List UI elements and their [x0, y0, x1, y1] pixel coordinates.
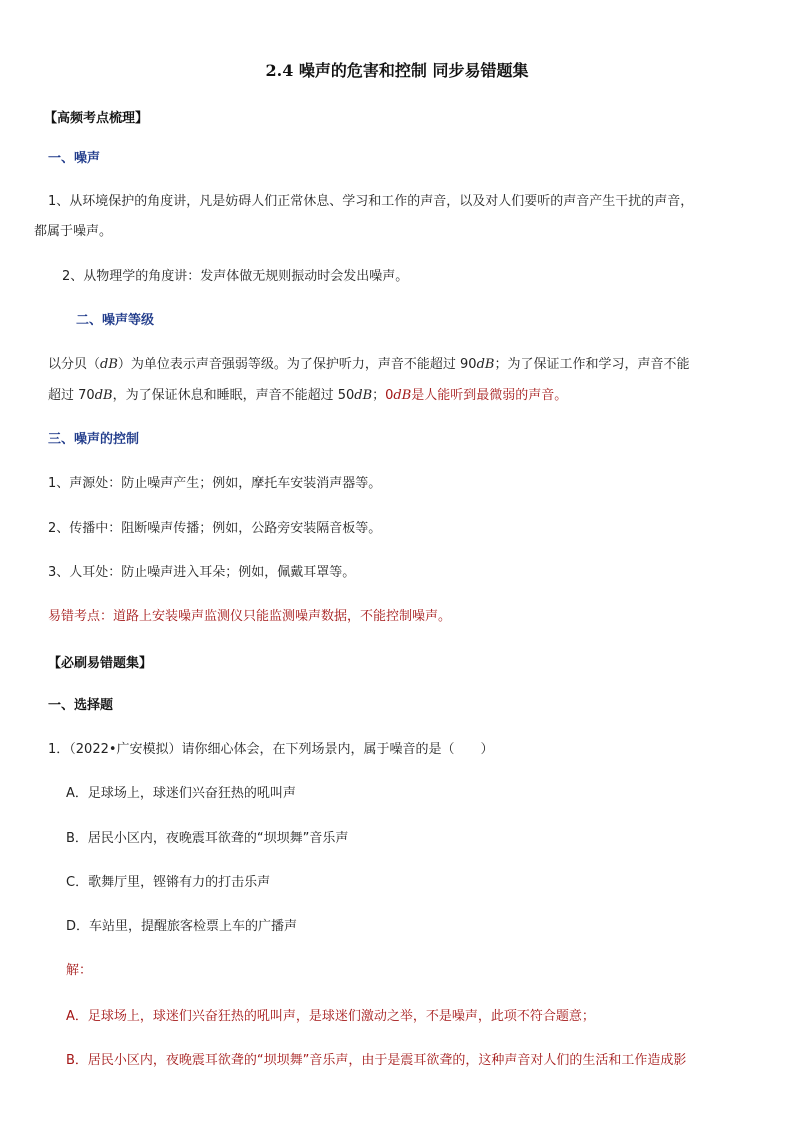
control-item-3: 3、人耳处：防止噪声进入耳朵；例如，佩戴耳罩等。: [48, 565, 356, 580]
unit-db: dB: [100, 357, 118, 372]
highlight-unit-db: dB: [393, 388, 412, 403]
page-title: 2.4 噪声的危害和控制 同步易错题集: [265, 61, 529, 80]
section-header-key-points: 【高频考点梳理】: [44, 111, 149, 126]
section-header-exercises: 【必刷易错题集】: [48, 656, 153, 671]
heading-noise: 一、噪声: [48, 151, 101, 166]
text-segment: ）为单位表示声音强弱等级。为了保护听力，声音不能超过 90: [117, 357, 477, 372]
paragraph-1-line-1: 1、从环境保护的角度讲，凡是妨碍人们正常休息、学习和工作的声音，以及对人们要听的声音产生干扰的声音，: [48, 194, 694, 209]
noise-level-line-2: [48, 387, 567, 405]
option-b: B．居民小区内，夜晚震耳欲聋的“坝坝舞”音乐声: [66, 831, 349, 846]
paragraph-1-line-2: 都属于噪声。: [34, 224, 113, 239]
option-d: D．车站里，提醒旅客检票上车的广播声: [66, 919, 298, 934]
unit-db: dB: [354, 388, 373, 403]
highlight-segment: 0: [385, 388, 394, 403]
heading-noise-level: 二、噪声等级: [76, 313, 155, 328]
heading-multiple-choice: 一、选择题: [48, 698, 114, 713]
text-segment: ；为了保证工作和学习，声音不能: [494, 357, 690, 372]
paragraph-2: 2、从物理学的角度讲：发声体做无规则振动时会发出噪声。: [62, 269, 409, 284]
control-item-2: 2、传播中：阻断噪声传播；例如，公路旁安装隔音板等。: [48, 521, 382, 536]
heading-noise-control: 三、噪声的控制: [48, 432, 140, 447]
noise-level-line-1: [48, 356, 689, 374]
text-segment: 以分贝（: [48, 357, 101, 372]
easy-mistake-note: 易错考点：道路上安装噪声监测仪只能监测噪声数据，不能控制噪声。: [48, 609, 452, 624]
option-c: C．歌舞厅里，铿锵有力的打击乐声: [66, 875, 271, 890]
option-a: A．足球场上，球迷们兴奋狂热的吼叫声: [66, 786, 296, 801]
highlight-segment: 是人能听到最微弱的声音。: [411, 388, 568, 403]
solution-b: B．居民小区内，夜晚震耳欲聋的“坝坝舞”音乐声，由于是震耳欲聋的，这种声音对人们的生活和工作造成影: [66, 1053, 687, 1068]
text-segment: ，为了保证休息和睡眠，声音不能超过 50: [112, 388, 355, 403]
question-1: 1．（2022•广安模拟）请你细心体会，在下列场景内，属于噪音的是（ ）: [48, 742, 494, 757]
solution-a: A．足球场上，球迷们兴奋狂热的吼叫声，是球迷们激动之举，不是噪声，此项不符合题意；: [66, 1009, 595, 1024]
unit-db: dB: [476, 357, 495, 372]
text-segment: ；: [372, 388, 386, 403]
control-item-1: 1、声源处：防止噪声产生；例如，摩托车安装消声器等。: [48, 476, 382, 491]
solution-label: 解：: [66, 963, 93, 978]
unit-db: dB: [94, 388, 113, 403]
text-segment: 超过 70: [48, 388, 95, 403]
